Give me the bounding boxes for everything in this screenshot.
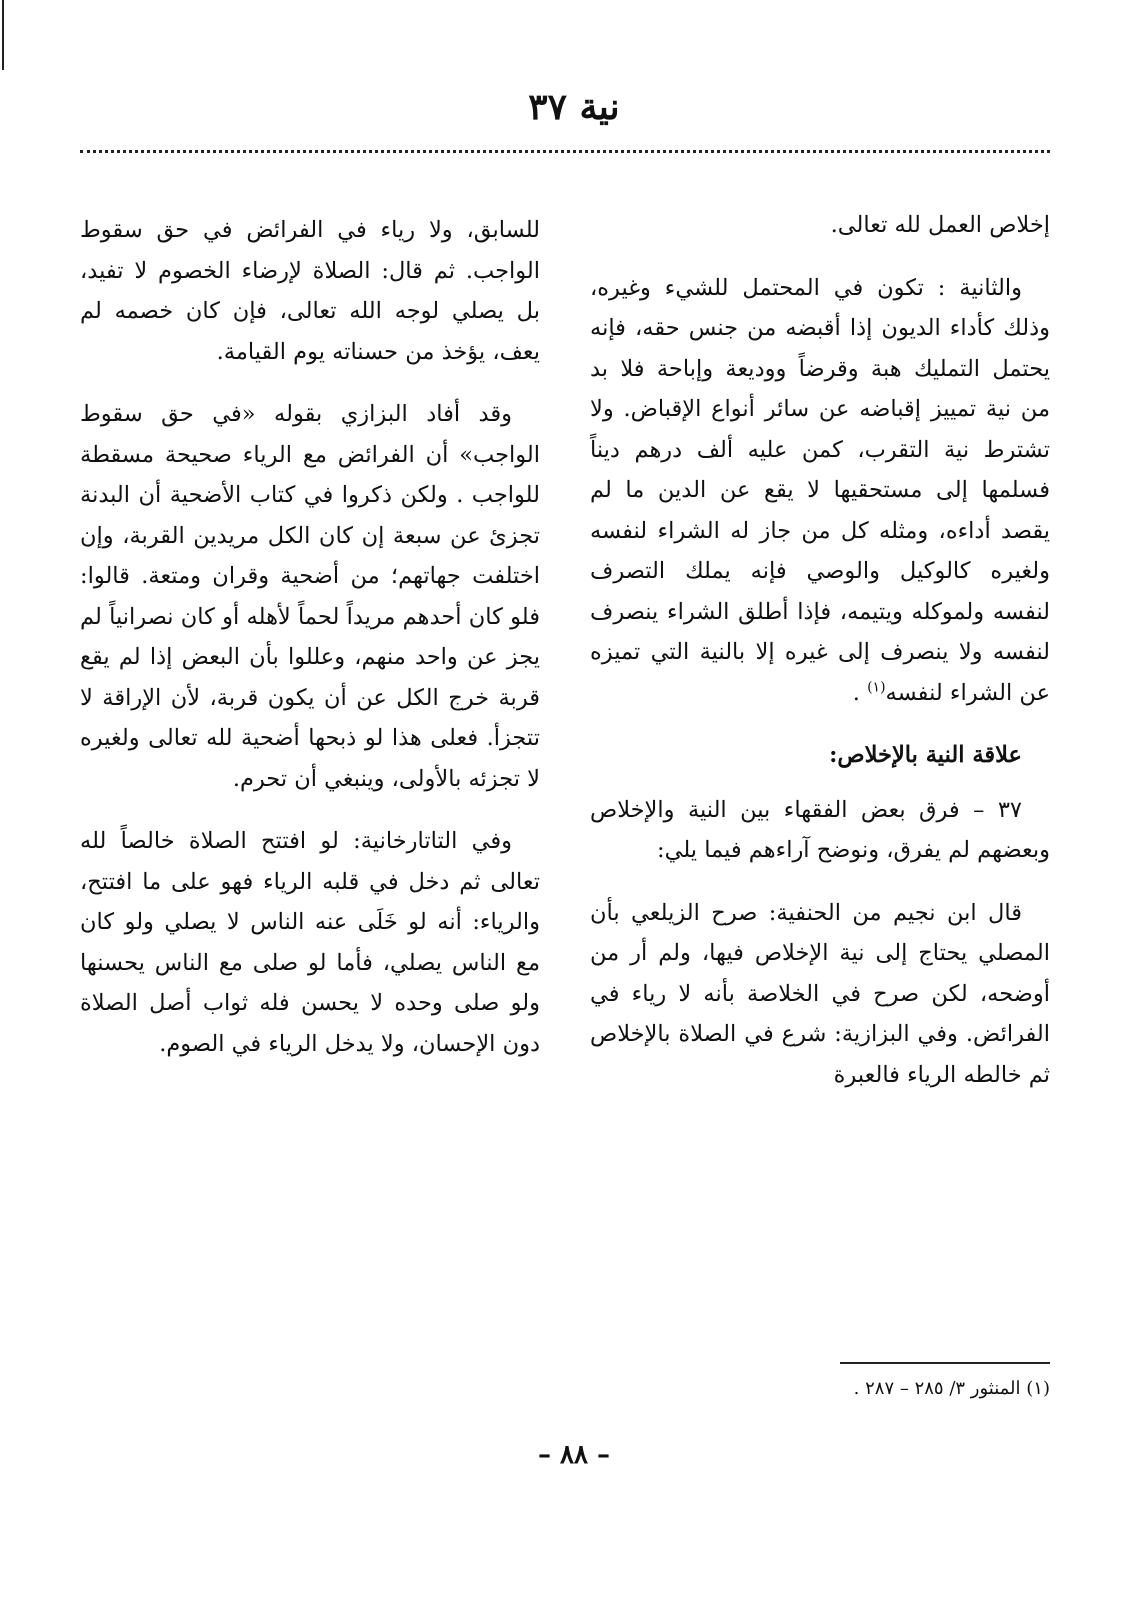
paragraph-second-type (590, 268, 1050, 714)
paragraph-37: ٣٧ – فرق بعض الفقهاء بين النية والإخلاص وبعضهم لم يفرق، ونوضح آراءهم فيما يلي: (590, 796, 1050, 863)
left-column (80, 210, 540, 1086)
paragraph-second-type-end: . (852, 679, 868, 706)
page-header-title: نية ٣٧ (528, 86, 620, 128)
paragraph-tatarkhaniya: وفي التاتارخانية: لو افتتح الصلاة خالصاً لله تعالى ثم دخل في قلبه الرياء فهو على ما افتتح، والرياء: أنه لو خَلَى عنه الناس لا يصلي ولو كان مع الناس يصلي، فأما لو صلى مع الناس يحسنها ولو صلى وحده لا يحسن فله ثواب أصل الصلاة دون الإحسان، ولا يدخل الرياء في الصوم. (80, 828, 540, 1057)
right-column (590, 205, 1050, 1117)
paragraph-ikhlas-intro: إخلاص العمل لله تعالى. (830, 212, 1050, 238)
paragraph-ibn-nujaym: قال ابن نجيم من الحنفية: صرح الزيلعي بأن المصلي يحتاج إلى نية الإخلاص فيها، ولم أر من أوضحه، لكن صرح في الخلاصة بأنه لا رياء في الفرائض. وفي البزازية: شرع في الصلاة بالإخلاص ثم خالطه الرياء فالعبرة (590, 899, 1050, 1088)
section-subheading: علاقة النية بالإخلاص: (829, 742, 1022, 768)
page-edge-line (2, 0, 4, 70)
paragraph-bazzazi: وقد أفاد البزازي بقوله «في حق سقوط الواجب» أن الفرائض مع الرياء صحيحة مسقطة للواجب . ولكن ذكروا في كتاب الأضحية أن البدنة تجزئ عن سبعة إن كان الكل مريدين القربة، وإن اختلفت جهاتهم؛ من أضحية وقران ومتعة. قالوا: فلو كان أحدهم مريداً لحماً لأهله أو كان نصرانياً لم يجز عن واحد منهم، وعللوا بأن البعض إذا لم يقع قربة خرج الكل عن أن يكون قربة، لأن الإراقة لا تتجزأ. فعلى هذا لو ذبحها أضحية لله تعالى ولغيره لا تجزئه بالأولى، وينبغي أن تحرم. (80, 401, 540, 792)
header-dotted-rule (80, 150, 1050, 153)
paragraph-second-type-text: والثانية : تكون في المحتمل للشيء وغيره، وذلك كأداء الديون إذا أقبضه من جنس حقه، فإنه يحتمل التمليك هبة وقرضاً ووديعة وإباحة فلا بد من نية تمييز إقباضه عن سائر أنواع الإقباض. ولا تشترط نية التقرب، كمن عليه ألف درهم ديناً فسلمها إلى مستحقيها لا يقع عن الدين ما لم يقصد أداءه، ومثله كل من جاز له الشراء لنفسه ولغيره كالوكيل والوصي فإنه يملك التصرف لنفسه ولموكله ويتيمه، فإذا أطلق الشراء ينصرف لنفسه ولا ينصرف إلى غيره إلا بالنية التي تميزه عن الشراء لنفسه (590, 274, 1050, 706)
footnote-reference-1: (١) (867, 679, 886, 695)
paragraph-sabiq: للسابق، ولا رياء في الفرائض في حق سقوط الواجب. ثم قال: الصلاة لإرضاء الخصوم لا تفيد، بل يصلي لوجه الله تعالى، فإن كان خصمه لم يعف، يؤخذ من حسناته يوم القيامة. (80, 217, 540, 365)
page-number: – ٨٨ – (537, 1440, 611, 1470)
footnote: (١) المنثور ٣/ ٢٨٥ – ٢٨٧ . (853, 1378, 1050, 1399)
footnote-rule (840, 1362, 1050, 1364)
